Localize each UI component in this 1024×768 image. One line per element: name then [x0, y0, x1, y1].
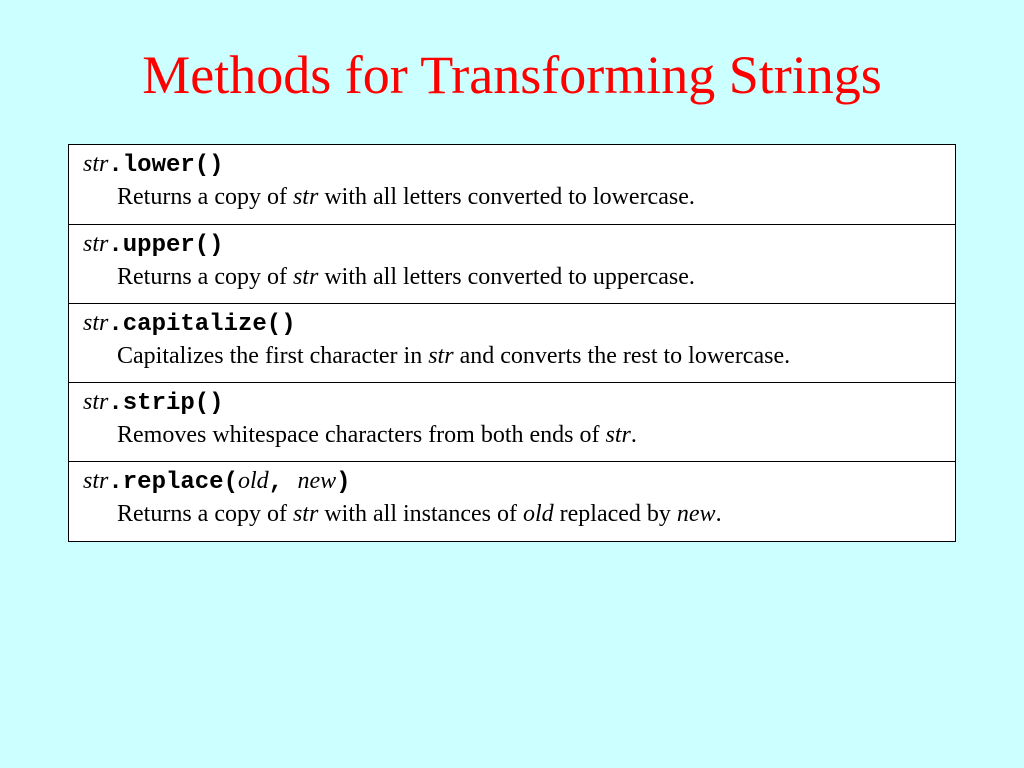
description-text: Returns a copy of — [117, 184, 293, 210]
method-name: .replace( — [108, 469, 238, 496]
description-italic: str — [428, 343, 454, 369]
method-name: .strip() — [108, 390, 224, 417]
description-text: Returns a copy of — [117, 264, 293, 290]
slide-title: Methods for Transforming Strings — [142, 45, 882, 105]
method-description — [117, 341, 790, 371]
receiver-name: str — [83, 389, 109, 415]
description-italic: str — [292, 184, 319, 210]
method-row-replace — [69, 461, 955, 541]
description-text: . — [630, 422, 637, 448]
description-text: and converts the rest to lowercase. — [453, 343, 791, 369]
argument-new: new — [297, 468, 337, 494]
method-signature — [83, 466, 351, 498]
method-row-strip — [69, 382, 955, 461]
method-name: .lower() — [108, 152, 224, 179]
method-name: .upper() — [108, 232, 224, 259]
description-italic: str — [292, 501, 319, 527]
description-text: Returns a copy of — [117, 501, 293, 527]
method-description — [117, 420, 637, 450]
method-description — [117, 182, 695, 212]
method-description — [117, 499, 722, 529]
method-row-upper — [69, 224, 955, 303]
method-signature — [83, 149, 224, 181]
method-signature — [83, 229, 224, 261]
description-text: . — [715, 501, 722, 527]
description-italic: str — [292, 264, 319, 290]
method-signature — [83, 308, 296, 340]
description-text: replaced by — [553, 501, 677, 527]
closing-paren: ) — [336, 469, 351, 496]
methods-table — [68, 144, 956, 542]
method-description — [117, 262, 695, 292]
description-italic: str — [605, 422, 631, 448]
method-signature — [83, 387, 224, 419]
description-text: with all instances of — [318, 501, 523, 527]
description-text: with all letters converted to lowercase. — [318, 184, 695, 210]
argument-separator: , — [268, 469, 298, 496]
receiver-name: str — [83, 151, 109, 177]
method-row-capitalize — [69, 303, 955, 382]
method-name: .capitalize() — [108, 311, 296, 338]
description-text: Capitalizes the first character in — [117, 343, 429, 369]
method-row-lower — [69, 145, 955, 224]
argument-old: old — [237, 468, 269, 494]
description-text: Removes whitespace characters from both ends of — [117, 422, 606, 448]
receiver-name: str — [83, 310, 109, 336]
description-text: with all letters converted to uppercase. — [318, 264, 695, 290]
description-italic: new — [676, 501, 716, 527]
description-italic: old — [522, 501, 554, 527]
receiver-name: str — [83, 231, 109, 257]
receiver-name: str — [83, 468, 109, 494]
